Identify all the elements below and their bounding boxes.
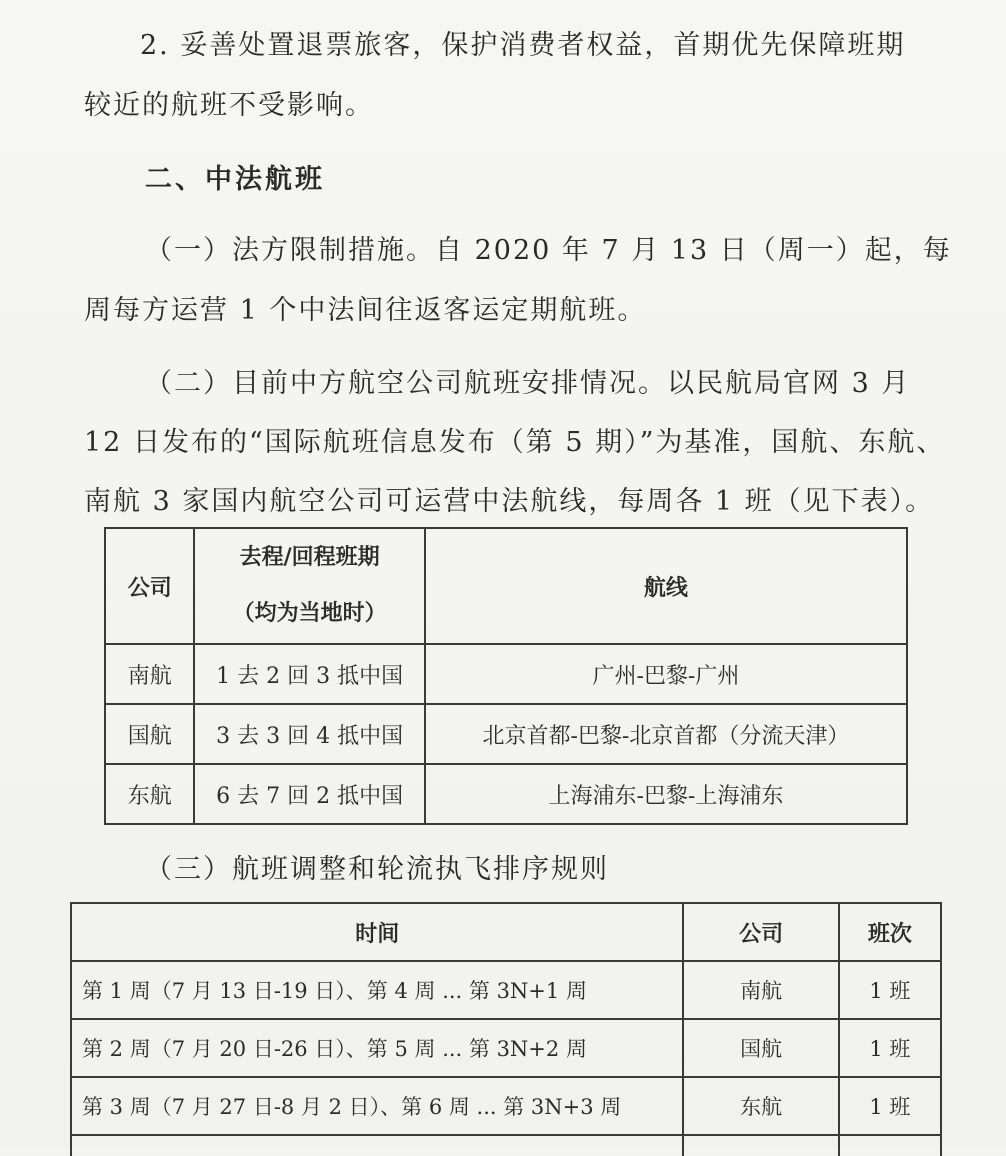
header-route: 航线 — [425, 528, 907, 644]
paragraph-3-line-1: （二）目前中方航空公司航班安排情况。以民航局官网 3 月 — [145, 368, 911, 399]
cell-schedule: 1 去 2 回 3 抵中国 — [194, 644, 424, 704]
paragraph-2-line-1: （一）法方限制措施。自 2020 年 7 月 13 日（周一）起，每 — [145, 235, 952, 266]
header-company: 公司 — [105, 528, 194, 644]
table-row — [71, 1019, 941, 1077]
airline-schedule-table — [104, 527, 908, 825]
cell-route: 北京首都-巴黎-北京首都（分流天津） — [425, 704, 907, 764]
header-schedule-line-1: 去程/回程班期 — [239, 545, 380, 570]
paragraph-2-line-2: 周每方运营 1 个中法间往返客运定期航班。 — [84, 295, 647, 326]
header-schedule — [194, 528, 424, 644]
cell-company: 东航 — [105, 764, 194, 824]
header-company: 公司 — [683, 903, 838, 961]
cell-company: 南航 — [105, 644, 194, 704]
paragraph-1-line-2: 较近的航班不受影响。 — [84, 90, 374, 121]
header-schedule-line-2: （均为当地时） — [232, 601, 387, 626]
table-row — [71, 1077, 941, 1135]
paragraph-3-line-2: 12 日发布的“国际航班信息发布（第 5 期）”为基准，国航、东航、 — [84, 427, 946, 458]
cell-route: 上海浦东-巴黎-上海浦东 — [425, 764, 907, 824]
header-flights: 班次 — [839, 903, 941, 961]
table-row — [71, 961, 941, 1019]
cell-time: 第 2 周（7 月 20 日-26 日）、第 5 周 ... 第 3N+2 周 — [71, 1019, 683, 1077]
cell-flights: 1 班 — [839, 1077, 941, 1135]
table-header-row — [105, 528, 907, 644]
cell-company: 南航 — [683, 961, 838, 1019]
section-heading-sino-french: 二、中法航班 — [145, 164, 325, 195]
cell-route: 广州-巴黎-广州 — [425, 644, 907, 704]
cell-company: 国航 — [105, 704, 194, 764]
cell-time: 第 1 周（7 月 13 日-19 日）、第 4 周 ... 第 3N+1 周 — [71, 961, 683, 1019]
cell-company: 东航 — [683, 1077, 838, 1135]
table-row — [105, 704, 907, 764]
cell-schedule: 3 去 3 回 4 抵中国 — [194, 704, 424, 764]
cell-flights: 1 班 — [839, 1019, 941, 1077]
cell-schedule: 6 去 7 回 2 抵中国 — [194, 764, 424, 824]
subsection-heading-rotation-rules: （三）航班调整和轮流执飞排序规则 — [145, 854, 609, 885]
paragraph-1-line-1: 2. 妥善处置退票旅客，保护消费者权益，首期优先保障班期 — [140, 30, 906, 61]
paragraph-3-line-3: 南航 3 家国内航空公司可运营中法航线，每周各 1 班（见下表）。 — [84, 486, 935, 517]
cell-company: 国航 — [683, 1019, 838, 1077]
table-header-row — [71, 903, 941, 961]
rotation-rules-table — [70, 902, 942, 1156]
table-row — [105, 764, 907, 824]
cell-time: 第 3 周（7 月 27 日-8 月 2 日）、第 6 周 ... 第 3N+3 周 — [71, 1077, 683, 1135]
cell-flights: 1 班 — [839, 961, 941, 1019]
table-row — [105, 644, 907, 704]
header-time: 时间 — [71, 903, 683, 961]
